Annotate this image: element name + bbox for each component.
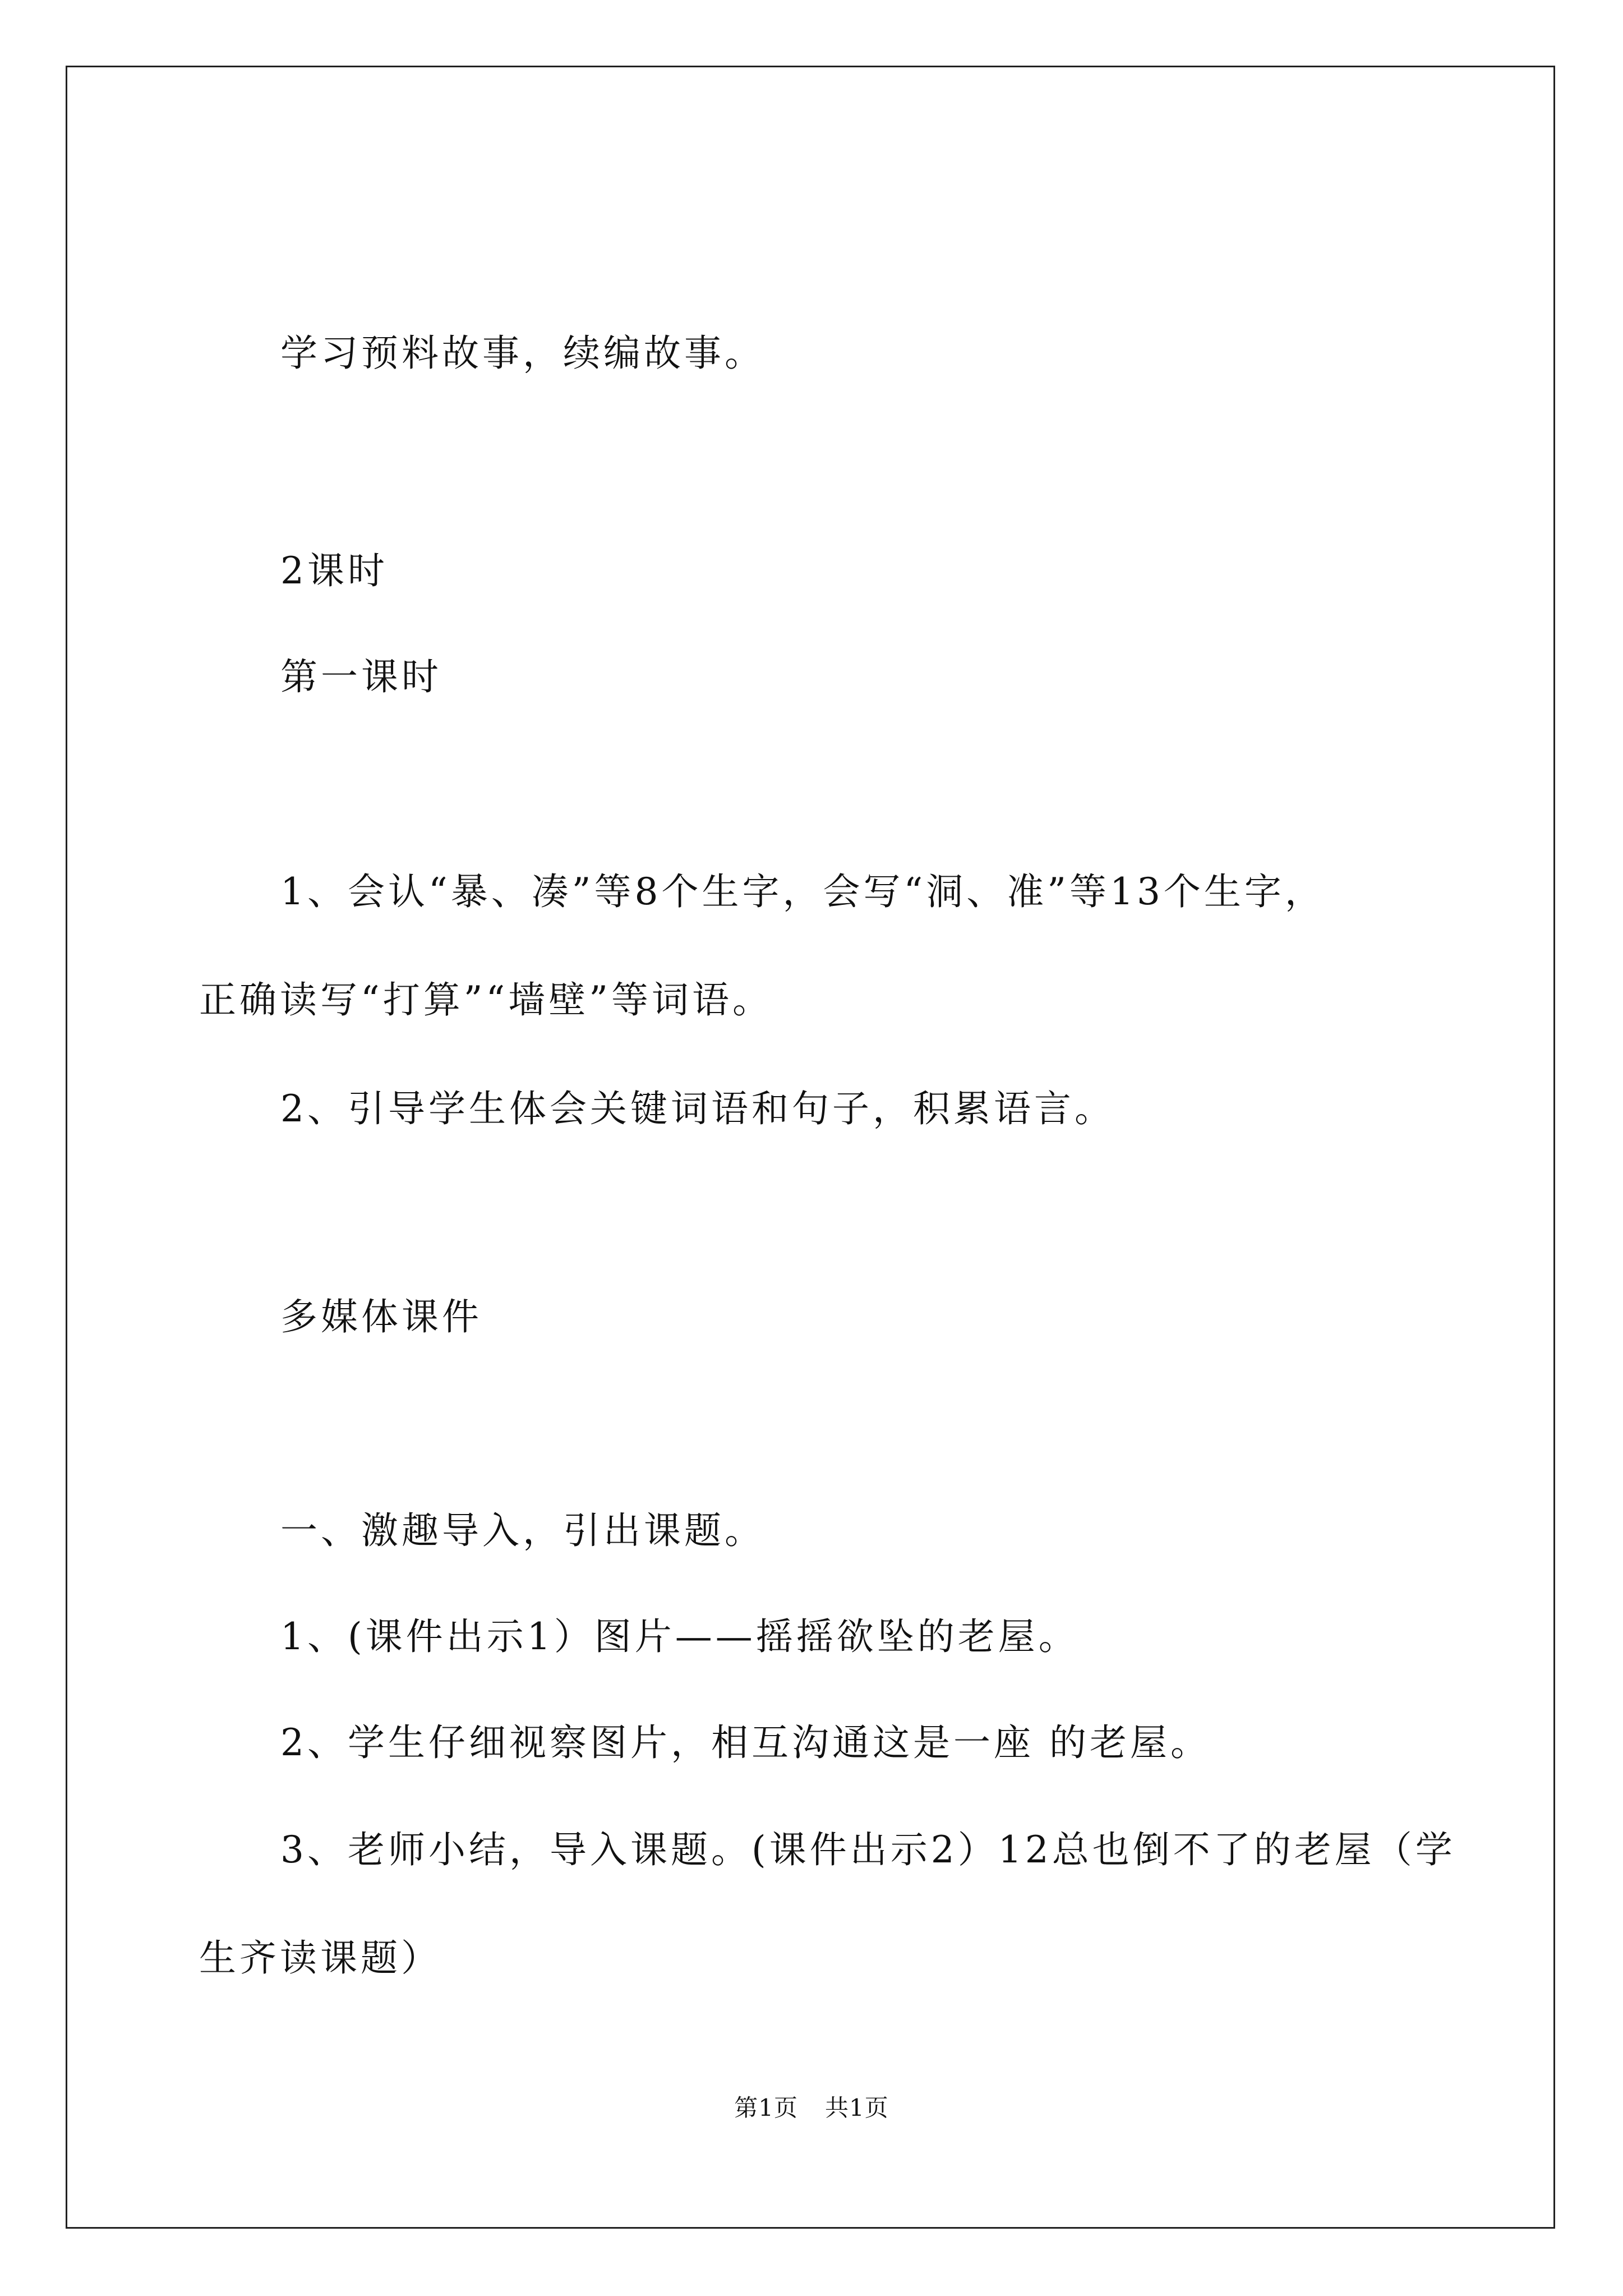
paragraph-section-heading: 一、激趣导入，引出课题。: [280, 1509, 765, 1552]
paragraph-step-3-line-2: 生齐读课题）: [199, 1936, 441, 1980]
paragraph-step-1: 1、(课件出示1）图片——摇摇欲坠的老屋。: [280, 1615, 1079, 1658]
paragraph-materials: 多媒体课件: [280, 1295, 482, 1338]
paragraph-step-3-line-1: 3、老师小结，导入课题。(课件出示2）12总也倒不了的老屋（学: [280, 1828, 1456, 1871]
page-number-total: 共1页: [825, 2094, 889, 2122]
paragraph-retelling-goal: 学习预料故事，续编故事。: [280, 332, 765, 375]
paragraph-lesson-count: 2课时: [280, 549, 388, 592]
paragraph-objective-2: 2、引导学生体会关键词语和句子，积累语言。: [280, 1087, 1115, 1130]
page-border: [66, 66, 1555, 2229]
page-footer: [0, 2091, 1623, 2125]
paragraph-step-2: 2、学生仔细视察图片，相互沟通这是一座 的老屋。: [280, 1721, 1211, 1764]
paragraph-objective-1-line-1: 1、会认“暴、凑”等8个生字，会写“洞、准”等13个生字，: [280, 870, 1325, 913]
page-number-current: 第1页: [734, 2094, 798, 2122]
paragraph-objective-1-line-2: 正确读写“打算”“墙壁”等词语。: [199, 978, 773, 1022]
paragraph-first-lesson: 第一课时: [280, 655, 442, 698]
